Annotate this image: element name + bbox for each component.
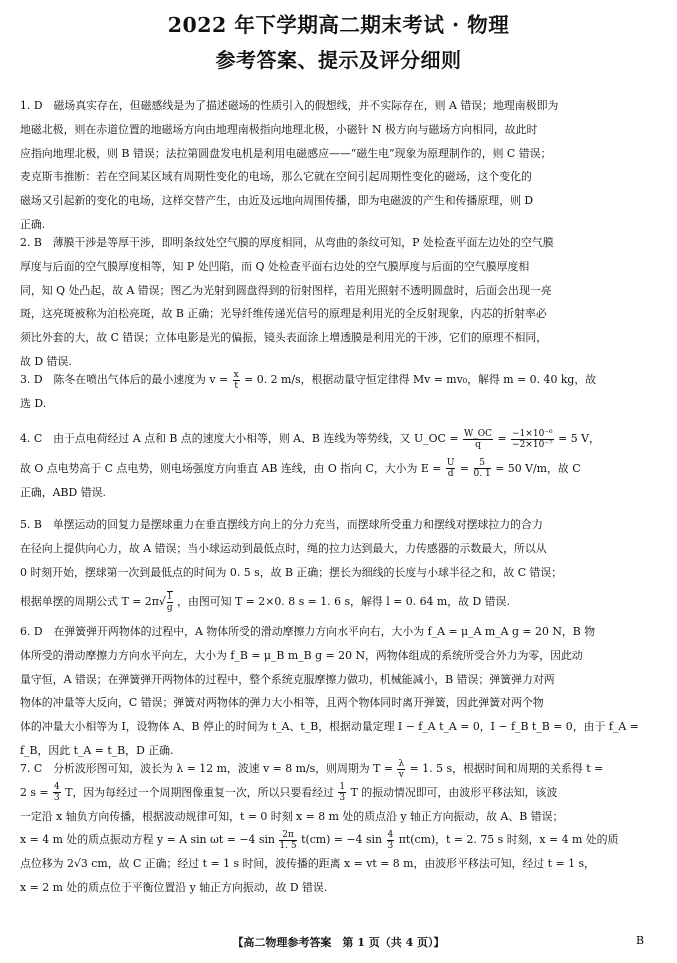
fraction (167, 591, 173, 613)
denominator: −2×10⁻⁷ (512, 439, 553, 450)
page-subtitle: 参考答案、提示及评分细则 (215, 48, 462, 72)
denominator: 0. 1 (473, 469, 491, 480)
fraction (338, 782, 346, 803)
text-line: 点位移为 2√3 cm，故 C 正确；经过 t = 1 s 时间，波传播的距离 x = vt = 8 m，由波形平移法可知，经过 t = 1 s， (20, 857, 595, 871)
denominator: 3 (54, 793, 60, 804)
text-line: 同，知 Q 处凸起，故 A 错误；图乙为光射到圆盘得到的衍射图样，若用光照射不透明圆盘时，后面会出现一亮 (20, 283, 552, 297)
numerator: x (233, 369, 239, 380)
numerator: λ (398, 758, 405, 769)
answer-7 (20, 757, 660, 900)
denominator: 3 (339, 793, 346, 804)
denominator: 1. 5 (279, 840, 297, 851)
text-span: T，因为每经过一个周期图像重复一次，所以只要看经过 (65, 785, 334, 799)
text-line: 体所受的滑动摩擦力方向水平向左，大小为 f_B = μ_B m_B g = 20 N，两物体组成的系统所受合外力为零，因此动 (20, 648, 583, 662)
numerator: 4 (387, 829, 394, 840)
denominator: 3 (387, 840, 394, 851)
fraction (387, 830, 395, 851)
text-line: 磁场又引起新的变化的电场，这样交替产生，由近及远地向周围传播，即为电磁波的产生和传播原理，则 D (20, 194, 534, 208)
fraction (463, 429, 493, 450)
text-line: 1. D 磁场真实存在，但磁感线是为了描述磁场的性质引入的假想线，并不实际存在，则 A 错误；地理南极即为 (20, 99, 559, 112)
fraction (474, 458, 491, 479)
text-line (20, 368, 660, 392)
numerator: 5 (474, 458, 491, 469)
denominator: q (475, 439, 481, 450)
fraction (53, 782, 61, 803)
text-span: 2 s = (20, 785, 49, 799)
footer-version: B (636, 934, 645, 947)
text-span: 4. C 由于点电荷经过 A 点和 B 点的速度大小相等，则 A、B 连线为等势线，又 U_OC = (20, 432, 459, 445)
text-line: 斑，这亮斑被称为泊松亮斑，故 B 正确；光导纤维传递光信号的原理是利用光的全反射现象，内芯的折射率必 (20, 307, 547, 321)
text-line: x = 2 m 处的质点位于平衡位置沿 y 轴正方向振动，故 D 错误. (20, 880, 328, 894)
text-span: = 5 V， (558, 432, 600, 445)
footer-page-info: 【高二物理参考答案 第 1 页（共 4 页）】 (232, 936, 445, 949)
answer-6 (20, 620, 660, 763)
text-line: f_B，因此 t_A = t_B，D 正确. (20, 743, 174, 757)
denominator: g (166, 603, 173, 614)
denominator: v (398, 769, 404, 780)
text-span: 3. D 陈冬在喷出气体后的最小速度为 v = (20, 373, 229, 386)
text-line: 物体的冲量等大反向，C 错误；弹簧对两物体的弹力大小相等，且两个物体同时离开弹簧，因此弹簧对两个物 (20, 696, 544, 710)
page-title: 2022 年下学期高二期末考试 · 物理 (167, 13, 510, 37)
text-line: 故 D 错误. (20, 354, 72, 368)
numerator: −1×10⁻⁶ (512, 428, 553, 439)
text-line: 厚度与后面的空气膜厚度相等，知 P 处凹陷，而 Q 处检查平面右边处的空气膜厚度与后面的空气膜厚度相 (20, 259, 530, 273)
text-line: 一定沿 x 轴负方向传播，根据波动规律可知，t = 0 时刻 x = 8 m 处的质点沿 y 轴正方向振动，故 A、B 错误； (20, 809, 564, 823)
answer-3 (20, 368, 660, 416)
text-span: 故 O 点电势高于 C 点电势，则电场强度方向垂直 AB 连线，由 O 指向 C，大小为 E = (20, 461, 442, 475)
text-line: 5. B 单摆运动的回复力是摆球重力在垂直摆线方向上的分力充当，而摆球所受重力和摆线对摆球拉力的合力 (20, 518, 543, 531)
fraction (397, 759, 405, 780)
text-span: T 的振动情况即可，由波形平移法知，该波 (350, 785, 558, 799)
text-line (20, 828, 660, 852)
text-line: 选 D. (20, 396, 47, 410)
text-line (20, 427, 660, 451)
fraction (279, 830, 296, 851)
text-span: = (497, 432, 507, 445)
text-span: ，由图可知 T = 2×0. 8 s = 1. 6 s，解得 l = 0. 64 m，故 D 错误. (177, 595, 510, 609)
text-line: 2. B 薄膜干涉是等厚干涉，即明条纹处空气膜的厚度相同，从弯曲的条纹可知，P 处检查平面左边处的空气膜 (20, 236, 554, 249)
text-line: 正确，ABD 错误. (20, 485, 106, 499)
numerator: 4 (54, 782, 60, 793)
text-line: 0 时刻开始，摆球第一次到最低点的时间为 0. 5 s，故 B 正确；摆长为细线的长度与小球半径之和，故 C 错误； (20, 565, 563, 579)
fraction (446, 458, 456, 479)
numerator: U (446, 458, 455, 469)
text-line: 地磁北极，则在赤道位置的地磁场方向由地理南极指向地理北极，小磁针 N 极方向与磁场方向相同，故此时 (20, 122, 538, 136)
text-line (20, 457, 660, 481)
text-line: 须比外套的大，故 C 错误；立体电影是光的偏振，镜头表面涂上增透膜是利用光的干涉，它们的原理不相同， (20, 331, 548, 345)
text-line: 麦克斯韦推断：若在空间某区域有周期性变化的电场，那么它就在空间引起周期性变化的磁场，这个变化的 (20, 170, 532, 184)
answer-4 (20, 427, 660, 504)
text-span: = 0. 2 m/s，根据动量守恒定律得 Mv = mv₀，解得 m = 0. 40 kg，故 (244, 373, 597, 386)
text-line: 6. D 在弹簧弹开两物体的过程中，A 物体所受的滑动摩擦力方向水平向右，大小为 f_A = μ_A m_A g = 20 N，B 物 (20, 625, 596, 638)
text-span: t(cm) = −4 sin (301, 833, 383, 847)
text-line: 量守恒，A 错误；在弹簧弹开两物体的过程中，整个系统克服摩擦力做功，机械能减小，B 错误；弹簧弹力对两 (20, 672, 555, 686)
text-line (20, 590, 660, 614)
text-span: = (459, 461, 470, 475)
text-span: 根据单摆的周期公式 T = 2π√ (20, 595, 166, 609)
text-span: πt(cm)，t = 2. 75 s 时刻，x = 4 m 处的质 (398, 833, 619, 847)
numerator: 1 (339, 782, 346, 793)
numerator: 2π (279, 830, 296, 841)
text-line (20, 781, 660, 805)
numerator: l (168, 592, 172, 603)
text-line (20, 757, 660, 781)
text-line: 体的冲量大小相等为 I，设物体 A、B 停止的时间为 t_A、t_B，根据动量定理 I − f_A t_A = 0，I − f_B t_B = 0，由于 f_A = (20, 720, 639, 734)
answer-1 (20, 94, 660, 237)
denominator: d (447, 469, 454, 480)
text-line: 应指向地理北极，则 B 错误；法拉第圆盘发电机是利用电磁感应——“磁生电”现象为原理制作的，则 C 错误； (20, 146, 552, 160)
fraction (233, 370, 240, 391)
text-span: = 1. 5 s，根据时间和周期的关系得 t = (409, 762, 604, 775)
numerator: W_OC (463, 428, 492, 439)
text-line: 正确. (20, 217, 46, 231)
text-span: 7. C 分析波形图可知，波长为 λ = 12 m，波速 v = 8 m/s，则周期为 T = (20, 762, 394, 775)
text-span: x = 4 m 处的质点振动方程 y = A sin ωt = −4 sin (20, 833, 275, 847)
answer-2 (20, 231, 660, 374)
text-line: 在径向上提供向心力，故 A 错误；当小球运动到最低点时，绳的拉力达到最大，力传感器的示数最大，所以从 (20, 541, 547, 555)
text-span: = 50 V/m，故 C (495, 461, 581, 475)
fraction (511, 429, 554, 450)
answer-5 (20, 513, 660, 614)
denominator: t (234, 380, 238, 391)
